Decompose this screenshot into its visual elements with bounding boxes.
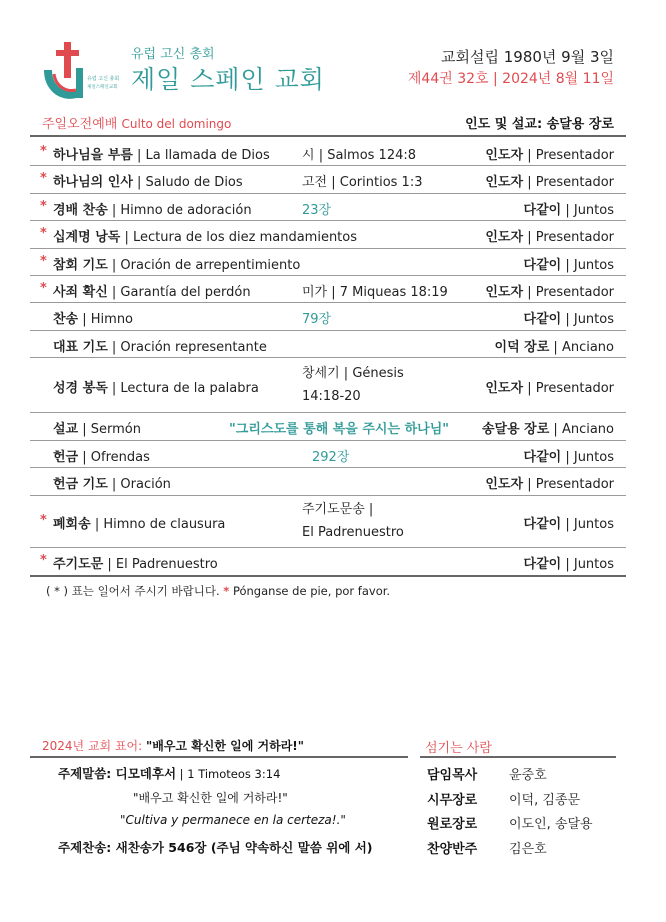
item-label-es: | Ofrendas	[78, 449, 150, 465]
item-label-es: | Oración	[107, 477, 171, 492]
item-leader-ko: 다같이	[523, 449, 562, 465]
item-leader	[524, 199, 614, 218]
svg-text:제일스페인교회: 제일스페인교회	[87, 85, 118, 90]
item-reference: 79장	[302, 312, 332, 327]
item-label	[53, 226, 357, 245]
item-leader-es: | Anciano	[549, 339, 614, 355]
church-subtitle: 유럽 고신 총회	[131, 47, 215, 62]
motto-divider	[30, 756, 408, 758]
item-reference-line1: 주기도문송 |	[302, 502, 374, 517]
theme-verse-ref: | 1 Timoteos 3:14	[176, 767, 281, 781]
item-label-es: | Garantía del perdón	[107, 284, 251, 300]
church-motto	[42, 737, 304, 754]
item-leader	[495, 336, 614, 355]
item-label-ko: 하나님을 부름	[53, 147, 133, 163]
item-leader	[524, 308, 614, 327]
item-label-ko: 폐회송	[53, 517, 91, 532]
item-leader-ko: 인도자	[485, 284, 524, 300]
item-label	[53, 144, 270, 163]
servant-name: 이덕, 김종문	[509, 793, 581, 808]
item-label	[53, 377, 259, 396]
item-label-ko: 십계명 낭독	[53, 230, 121, 245]
church-name: 제일 스페인 교회	[131, 65, 325, 94]
worship-row	[30, 357, 626, 412]
standing-note-star: *	[223, 584, 230, 598]
row-divider	[30, 575, 626, 577]
item-reference-line2: 14:18-20	[302, 388, 361, 404]
item-label-ko: 성경 봉독	[53, 380, 108, 396]
item-leader	[485, 473, 614, 492]
worship-row	[30, 275, 626, 302]
item-leader-ko: 인도자	[485, 175, 524, 190]
motto-text: "배우고 확신한 일에 거하라!"	[146, 739, 305, 753]
item-leader	[485, 226, 614, 245]
item-reference: 23장	[302, 202, 332, 218]
item-leader-es: | Presentador	[523, 477, 614, 492]
item-label-es: | Oración representante	[107, 339, 267, 355]
item-label-es: | Himno de adoración	[107, 202, 252, 218]
item-leader	[524, 553, 614, 572]
worship-row	[30, 302, 626, 330]
standing-star: *	[40, 198, 47, 214]
service-title	[42, 113, 231, 132]
item-reference: 시 | Salmos 124:8	[302, 147, 417, 163]
item-leader-es: | Presentador	[523, 230, 614, 245]
item-label-ko: 설교	[53, 422, 79, 437]
item-label-ko: 주기도문	[53, 557, 104, 572]
item-leader-ko: 인도자	[485, 147, 524, 163]
founded-date: 교회설립 1980년 9월 3일	[441, 48, 614, 66]
church-logo	[40, 40, 124, 106]
item-label	[53, 553, 218, 572]
item-reference: 292장	[312, 449, 350, 465]
standing-note	[46, 583, 390, 599]
item-leader-ko: 다같이	[523, 257, 562, 273]
item-leader-es: | Presentador	[523, 284, 614, 300]
standing-star: *	[40, 143, 47, 159]
divider	[30, 135, 626, 137]
item-leader-ko: 송달용 장로	[481, 422, 550, 437]
item-leader	[485, 281, 614, 300]
item-leader-es: | Presentador	[523, 380, 614, 396]
item-label	[53, 254, 300, 273]
theme-hymn: 주제찬송: 새찬송가 546장 (주님 약속하신 말씀 위에 서)	[58, 840, 373, 855]
item-leader	[524, 446, 614, 465]
item-label-ko: 경배 찬송	[53, 202, 108, 218]
item-leader-es: | Anciano	[549, 422, 614, 437]
standing-star: *	[40, 171, 47, 186]
item-leader-es: | Juntos	[561, 202, 614, 218]
item-label-es: | Himno	[78, 312, 134, 327]
item-leader-es: | Juntos	[561, 517, 614, 532]
worship-row	[30, 248, 626, 275]
motto-label: 2024년 교회 표어:	[42, 739, 146, 753]
item-reference: 고전 | Corintios 1:3	[302, 175, 423, 190]
item-label-ko: 참회 기도	[53, 257, 108, 273]
servant-role: 담임목사	[427, 768, 478, 783]
servants-divider	[420, 756, 616, 758]
item-leader-ko: 다같이	[523, 202, 562, 218]
standing-note-ko: ( * ) 표는 일어서 주시기 바랍니다.	[46, 584, 220, 598]
item-leader-ko: 다같이	[523, 557, 562, 572]
item-leader	[485, 377, 614, 396]
item-label-es: | Sermón	[78, 422, 141, 437]
item-label-es: | El Padrenuestro	[103, 557, 218, 572]
worship-row	[30, 165, 626, 193]
service-title-ko: 주일오전예배	[42, 117, 118, 132]
item-label-ko: 하나님의 인사	[53, 175, 133, 190]
worship-row	[30, 330, 626, 357]
standing-star: *	[40, 513, 47, 528]
item-leader-ko: 다같이	[523, 312, 562, 327]
standing-star: *	[40, 553, 47, 568]
item-leader	[485, 144, 614, 163]
item-label	[53, 308, 133, 327]
item-leader-es: | Presentador	[523, 175, 614, 190]
motto-quote-ko: "배우고 확신한 일에 거하라!"	[133, 791, 288, 805]
worship-row	[30, 440, 626, 467]
service-title-es: Culto del domingo	[121, 117, 232, 131]
item-label-ko: 찬송	[53, 312, 79, 327]
item-label	[53, 473, 171, 492]
worship-row	[30, 412, 626, 440]
standing-star: *	[40, 226, 47, 241]
issue-info: 제44권 32호 | 2024년 8월 11일	[407, 71, 614, 87]
item-reference: "그리스도를 통해 복을 주시는 하나님"	[229, 422, 450, 437]
worship-row	[30, 467, 626, 495]
item-leader	[485, 171, 614, 190]
svg-text:유럽 고신 총회: 유럽 고신 총회	[87, 76, 120, 82]
item-leader-es: | Juntos	[561, 557, 614, 572]
item-label	[53, 171, 243, 190]
item-label	[53, 446, 150, 465]
item-leader-es: | Juntos	[561, 312, 614, 327]
item-label-es: | Saludo de Dios	[132, 175, 243, 190]
item-leader-ko: 다같이	[523, 517, 562, 532]
item-label	[53, 336, 267, 355]
worship-row	[30, 495, 626, 547]
item-leader-ko: 인도자	[485, 230, 524, 245]
servants-title: 섬기는 사람	[425, 741, 492, 756]
servant-role: 원로장로	[427, 817, 478, 832]
item-leader-ko: 인도자	[485, 477, 524, 492]
item-leader	[482, 418, 614, 437]
item-reference-line1: 창세기 | Génesis	[302, 365, 404, 381]
item-label-es: | La llamada de Dios	[132, 147, 270, 163]
servant-name: 이도인, 송달용	[509, 817, 593, 832]
standing-star: *	[40, 280, 47, 296]
item-leader-ko: 이덕 장로	[494, 339, 550, 355]
item-label-es: | Himno de clausura	[90, 517, 226, 532]
theme-verse	[58, 764, 280, 782]
item-reference	[302, 498, 404, 544]
motto-quote-es: "Cultiva y permanece en la certeza!."	[120, 813, 346, 827]
worship-row	[30, 138, 626, 165]
item-leader	[524, 254, 614, 273]
item-label-es: | Lectura de los diez mandamientos	[120, 230, 358, 245]
item-label	[53, 281, 251, 300]
item-label	[53, 513, 225, 532]
item-label-ko: 대표 기도	[53, 339, 108, 355]
item-leader-es: | Juntos	[561, 449, 614, 465]
item-leader	[524, 513, 614, 532]
item-leader-es: | Juntos	[561, 257, 614, 273]
item-label-es: | Lectura de la palabra	[107, 380, 259, 396]
item-leader-ko: 인도자	[485, 380, 524, 396]
item-reference	[302, 362, 404, 408]
worship-row	[30, 220, 626, 248]
preacher-info: 인도 및 설교: 송달용 장로	[465, 117, 614, 132]
worship-row	[30, 193, 626, 220]
item-leader-es: | Presentador	[523, 147, 614, 163]
item-reference: 미가 | 7 Miqueas 18:19	[302, 284, 448, 300]
servant-role: 시무장로	[427, 793, 478, 808]
item-label-es: | Oración de arrepentimiento	[107, 257, 301, 273]
worship-row	[30, 547, 626, 575]
servant-name: 윤중호	[509, 768, 547, 783]
servant-name: 김은호	[509, 842, 547, 857]
standing-note-es: Pónganse de pie, por favor.	[232, 584, 391, 598]
item-label	[53, 418, 141, 437]
item-reference-line2: El Padrenuestro	[302, 525, 404, 540]
theme-verse-label: 주제말씀: 디모데후서	[58, 766, 177, 781]
item-label-ko: 사죄 확신	[53, 284, 108, 300]
standing-star: *	[40, 253, 47, 269]
servant-role: 찬양반주	[427, 842, 478, 857]
item-label	[53, 199, 252, 218]
item-label-ko: 헌금 기도	[53, 477, 108, 492]
item-label-ko: 헌금	[53, 449, 79, 465]
